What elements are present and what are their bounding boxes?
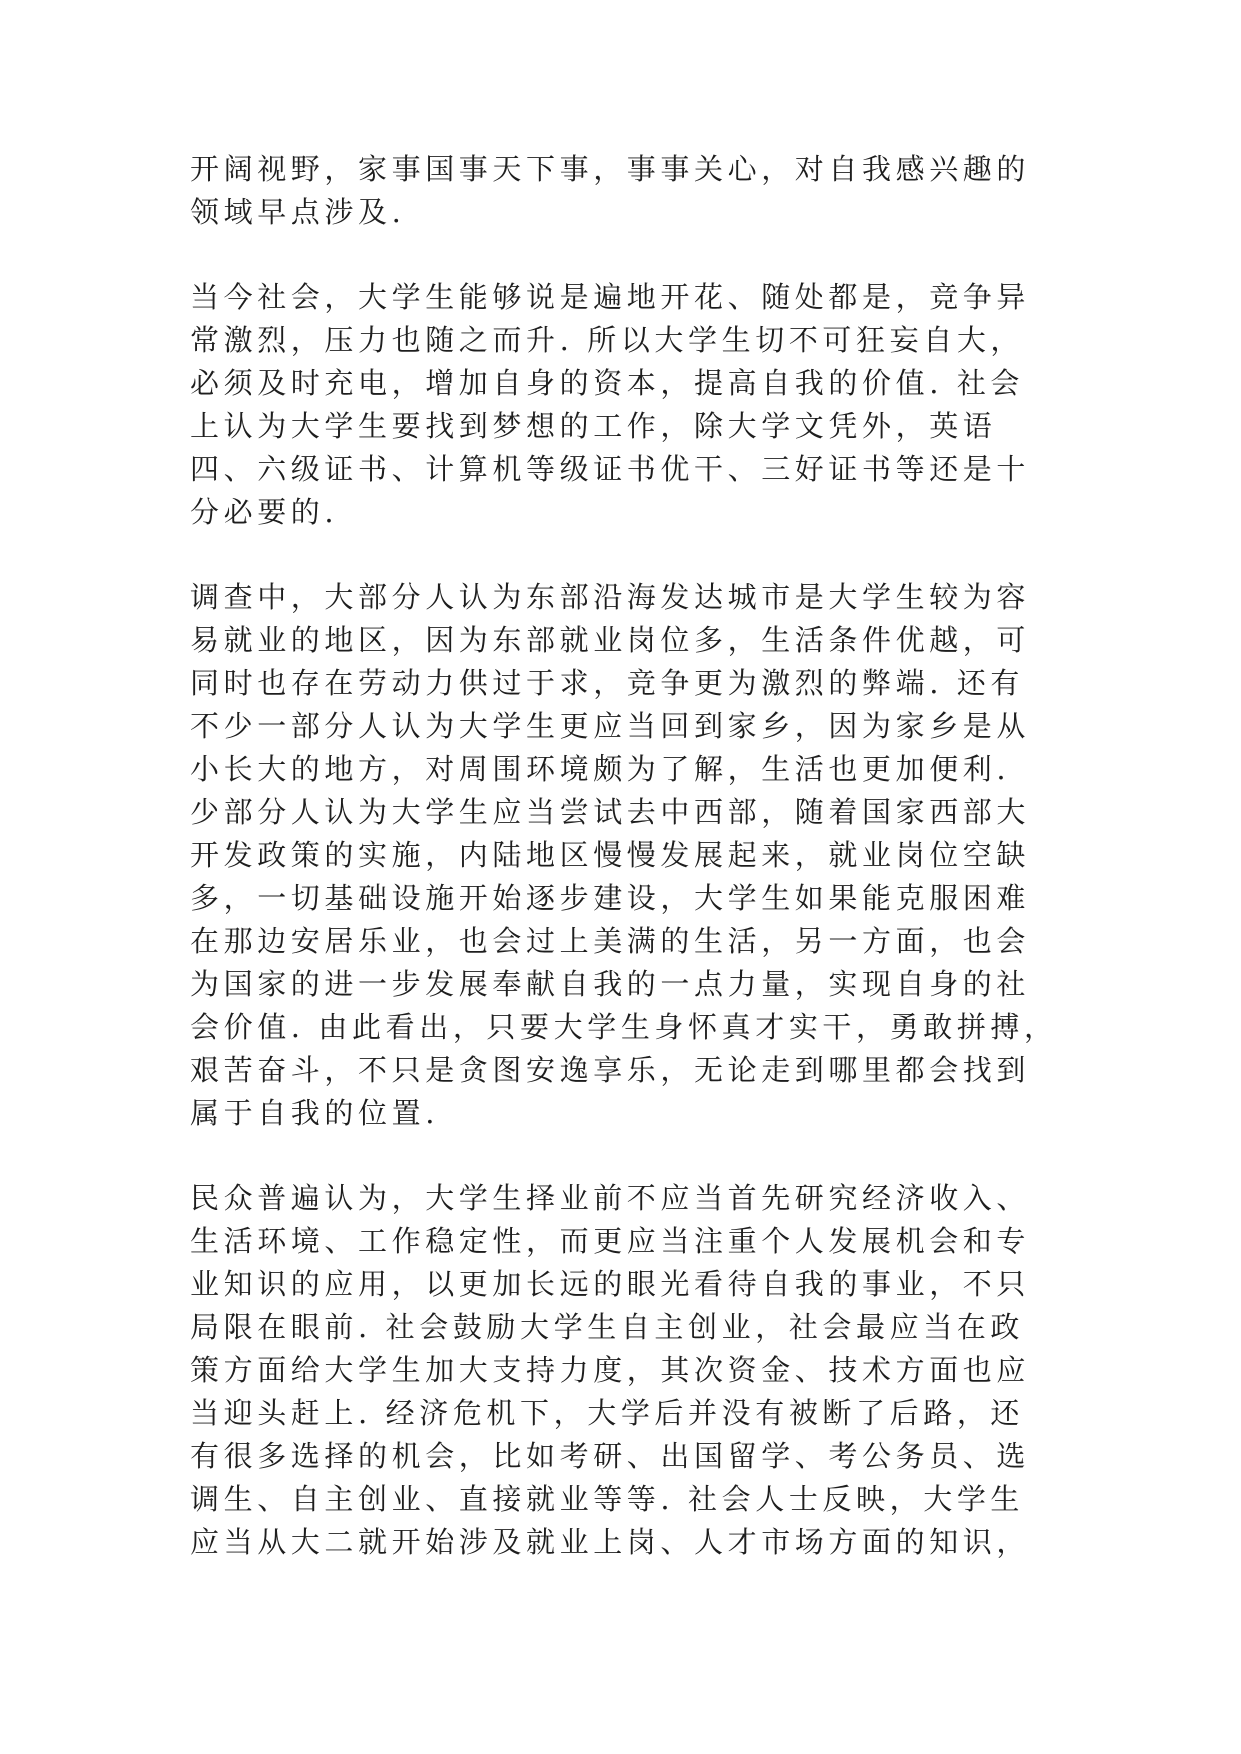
text-line: 上认为大学生要找到梦想的工作，除大学文凭外，英语 xyxy=(190,409,997,443)
text-line: 应当从大二就开始涉及就业上岗、人才市场方面的知识， xyxy=(190,1525,1031,1559)
text-line: 多，一切基础设施开始逐步建设，大学生如果能克服困难 xyxy=(190,881,1031,915)
text-line: 调查中，大部分人认为东部沿海发达城市是大学生较为容 xyxy=(190,580,1031,614)
text-line: 常激烈，压力也随之而升. 所以大学生切不可狂妄自大， xyxy=(190,323,1025,357)
document-page xyxy=(190,148,1058,1606)
text-line: 有很多选择的机会，比如考研、出国留学、考公务员、选 xyxy=(190,1439,1031,1473)
text-line: 局限在眼前. 社会鼓励大学生自主创业，社会最应当在政 xyxy=(190,1310,1025,1344)
text-line: 小长大的地方，对周围环境颇为了解，生活也更加便利. xyxy=(190,752,1011,786)
text-line: 在那边安居乐业，也会过上美满的生活，另一方面，也会 xyxy=(190,924,1031,958)
text-line: 为国家的进一步发展奉献自我的一点力量，实现自身的社 xyxy=(190,967,1031,1001)
text-line: 调生、自主创业、直接就业等等. 社会人士反映，大学生 xyxy=(190,1482,1025,1516)
text-line: 必须及时充电，增加自身的资本，提高自我的价值. 社会 xyxy=(190,366,1025,400)
text-line: 易就业的地区，因为东部就业岗位多，生活条件优越，可 xyxy=(190,623,1031,657)
paragraph-1 xyxy=(190,148,1030,234)
text-line: 属于自我的位置. xyxy=(190,1096,440,1130)
text-line: 艰苦奋斗，不只是贪图安逸享乐，无论走到哪里都会找到 xyxy=(190,1053,1031,1087)
text-line: 会价值. 由此看出，只要大学生身怀真才实干，勇敢拼搏， xyxy=(190,1010,1058,1044)
text-line: 开发政策的实施，内陆地区慢慢发展起来，就业岗位空缺 xyxy=(190,838,1031,872)
paragraph-3 xyxy=(190,576,1058,1135)
text-line: 开阔视野，家事国事天下事，事事关心，对自我感兴趣的 xyxy=(190,152,1031,186)
text-line: 当迎头赶上. 经济危机下，大学后并没有被断了后路，还 xyxy=(190,1396,1025,1430)
text-line: 四、六级证书、计算机等级证书优干、三好证书等还是十 xyxy=(190,452,1031,486)
text-line: 生活环境、工作稳定性，而更应当注重个人发展机会和专 xyxy=(190,1224,1031,1258)
text-line: 民众普遍认为，大学生择业前不应当首先研究经济收入、 xyxy=(190,1181,1031,1215)
text-line: 业知识的应用，以更加长远的眼光看待自我的事业，不只 xyxy=(190,1267,1031,1301)
text-line: 当今社会，大学生能够说是遍地开花、随处都是，竞争异 xyxy=(190,280,1031,314)
text-line: 少部分人认为大学生应当尝试去中西部，随着国家西部大 xyxy=(190,795,1031,829)
paragraph-2 xyxy=(190,276,1030,534)
text-line: 同时也存在劳动力供过于求，竞争更为激烈的弊端. 还有 xyxy=(190,666,1025,700)
paragraph-4 xyxy=(190,1177,1030,1564)
text-line: 不少一部分人认为大学生更应当回到家乡，因为家乡是从 xyxy=(190,709,1031,743)
text-line: 领域早点涉及. xyxy=(190,195,406,229)
text-line: 分必要的. xyxy=(190,495,339,529)
text-line: 策方面给大学生加大支持力度，其次资金、技术方面也应 xyxy=(190,1353,1031,1387)
